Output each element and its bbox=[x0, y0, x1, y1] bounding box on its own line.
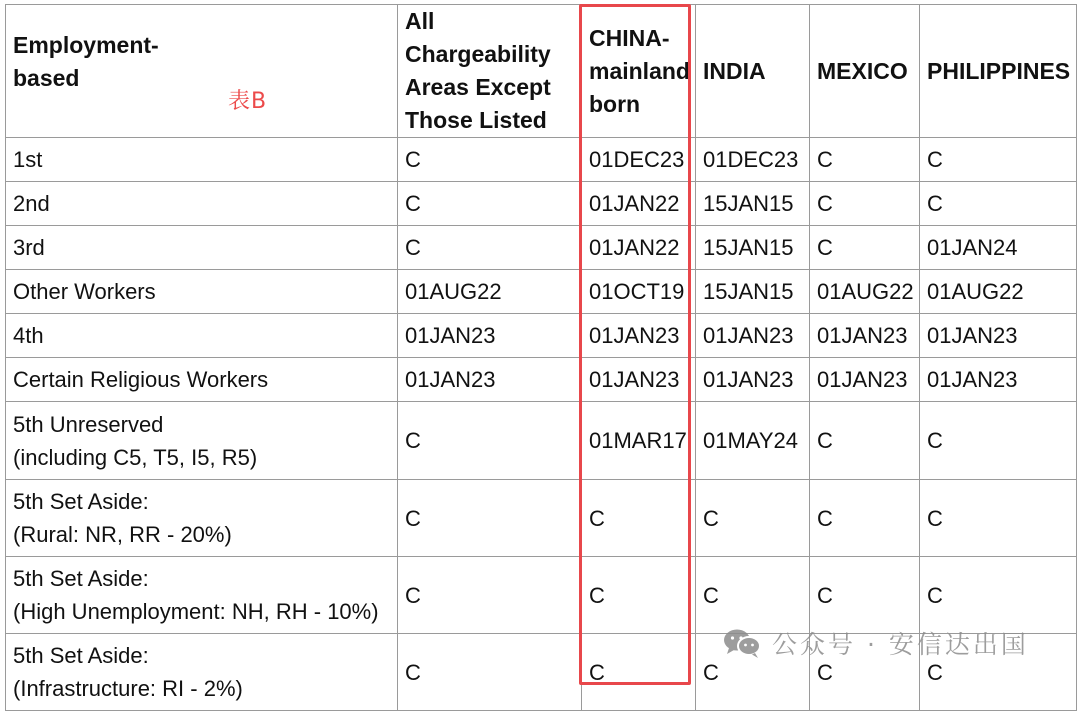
table-cell: C bbox=[920, 138, 1077, 182]
table-cell: C bbox=[920, 480, 1077, 557]
table-cell: 01DEC23 bbox=[582, 138, 696, 182]
table-cell: 01JAN23 bbox=[582, 314, 696, 358]
table-row bbox=[6, 182, 1077, 226]
employment-based-header: Employment- based bbox=[6, 5, 398, 138]
table-cell: 01OCT19 bbox=[582, 270, 696, 314]
row-category: 2nd bbox=[6, 182, 398, 226]
table-cell: C bbox=[398, 182, 582, 226]
row-category: Other Workers bbox=[6, 270, 398, 314]
table-cell: C bbox=[398, 557, 582, 634]
table-row bbox=[6, 138, 1077, 182]
column-header-philippines: PHILIPPINES bbox=[920, 5, 1077, 138]
table-cell: 01JAN23 bbox=[920, 314, 1077, 358]
table-cell: 01DEC23 bbox=[696, 138, 810, 182]
table-row bbox=[6, 557, 1077, 634]
watermark-text: 公众号 · 安信达出国 bbox=[772, 630, 1029, 659]
column-header-mexico: MEXICO bbox=[810, 5, 920, 138]
row-category: 5th Set Aside: (High Unemployment: NH, RH - 10%) bbox=[6, 557, 398, 634]
table-b-label: 表B bbox=[228, 89, 268, 114]
visa-bulletin-table bbox=[5, 4, 1077, 711]
table-cell: C bbox=[810, 402, 920, 480]
table-cell: C bbox=[920, 182, 1077, 226]
table-row bbox=[6, 402, 1077, 480]
table-cell: C bbox=[398, 138, 582, 182]
table-cell: C bbox=[810, 480, 920, 557]
table-cell: 01JAN23 bbox=[920, 358, 1077, 402]
table-cell: C bbox=[398, 402, 582, 480]
table-row bbox=[6, 314, 1077, 358]
table-row bbox=[6, 634, 1077, 711]
table-cell: 15JAN15 bbox=[696, 270, 810, 314]
table-cell: 01JAN23 bbox=[810, 358, 920, 402]
table-cell: 01JAN23 bbox=[696, 314, 810, 358]
table-cell: 15JAN15 bbox=[696, 226, 810, 270]
table-cell: C bbox=[582, 634, 696, 711]
table-row bbox=[6, 358, 1077, 402]
table-cell: 01JAN23 bbox=[398, 314, 582, 358]
row-category: 4th bbox=[6, 314, 398, 358]
table-cell: C bbox=[582, 557, 696, 634]
column-header-all-chargeability: All Chargeability Areas Except Those Listed bbox=[398, 5, 582, 138]
table-cell: 01JAN23 bbox=[810, 314, 920, 358]
table-cell: 01JAN22 bbox=[582, 226, 696, 270]
table-cell: 15JAN15 bbox=[696, 182, 810, 226]
table-row bbox=[6, 480, 1077, 557]
table-cell: C bbox=[810, 557, 920, 634]
table-cell: C bbox=[398, 480, 582, 557]
table-cell: C bbox=[810, 182, 920, 226]
table-cell: C bbox=[582, 480, 696, 557]
table-cell: C bbox=[398, 634, 582, 711]
table-header-row bbox=[6, 5, 1077, 138]
table-cell: C bbox=[810, 226, 920, 270]
table-cell: 01AUG22 bbox=[920, 270, 1077, 314]
table-cell: C bbox=[398, 226, 582, 270]
table-row bbox=[6, 270, 1077, 314]
table-cell: 01MAY24 bbox=[696, 402, 810, 480]
table-cell: C bbox=[920, 557, 1077, 634]
table-cell: C bbox=[810, 634, 920, 711]
table-cell: 01AUG22 bbox=[398, 270, 582, 314]
row-category: 5th Set Aside: (Infrastructure: RI - 2%) bbox=[6, 634, 398, 711]
table-cell: 01JAN23 bbox=[398, 358, 582, 402]
row-category: Certain Religious Workers bbox=[6, 358, 398, 402]
column-header-china: CHINA- mainland born bbox=[582, 5, 696, 138]
table-cell: 01JAN23 bbox=[582, 358, 696, 402]
table-cell: C bbox=[696, 480, 810, 557]
table-cell: 01MAR17 bbox=[582, 402, 696, 480]
column-header-india: INDIA bbox=[696, 5, 810, 138]
row-category: 1st bbox=[6, 138, 398, 182]
table-cell: C bbox=[810, 138, 920, 182]
table-cell: C bbox=[696, 634, 810, 711]
table-cell: 01AUG22 bbox=[810, 270, 920, 314]
row-category: 5th Set Aside: (Rural: NR, RR - 20%) bbox=[6, 480, 398, 557]
table-cell: 01JAN23 bbox=[696, 358, 810, 402]
row-category: 5th Unreserved (including C5, T5, I5, R5) bbox=[6, 402, 398, 480]
table-cell: C bbox=[920, 402, 1077, 480]
row-category: 3rd bbox=[6, 226, 398, 270]
table-row bbox=[6, 226, 1077, 270]
table-cell: 01JAN24 bbox=[920, 226, 1077, 270]
table-cell: 01JAN22 bbox=[582, 182, 696, 226]
table-cell: C bbox=[696, 557, 810, 634]
table-cell: C bbox=[920, 634, 1077, 711]
